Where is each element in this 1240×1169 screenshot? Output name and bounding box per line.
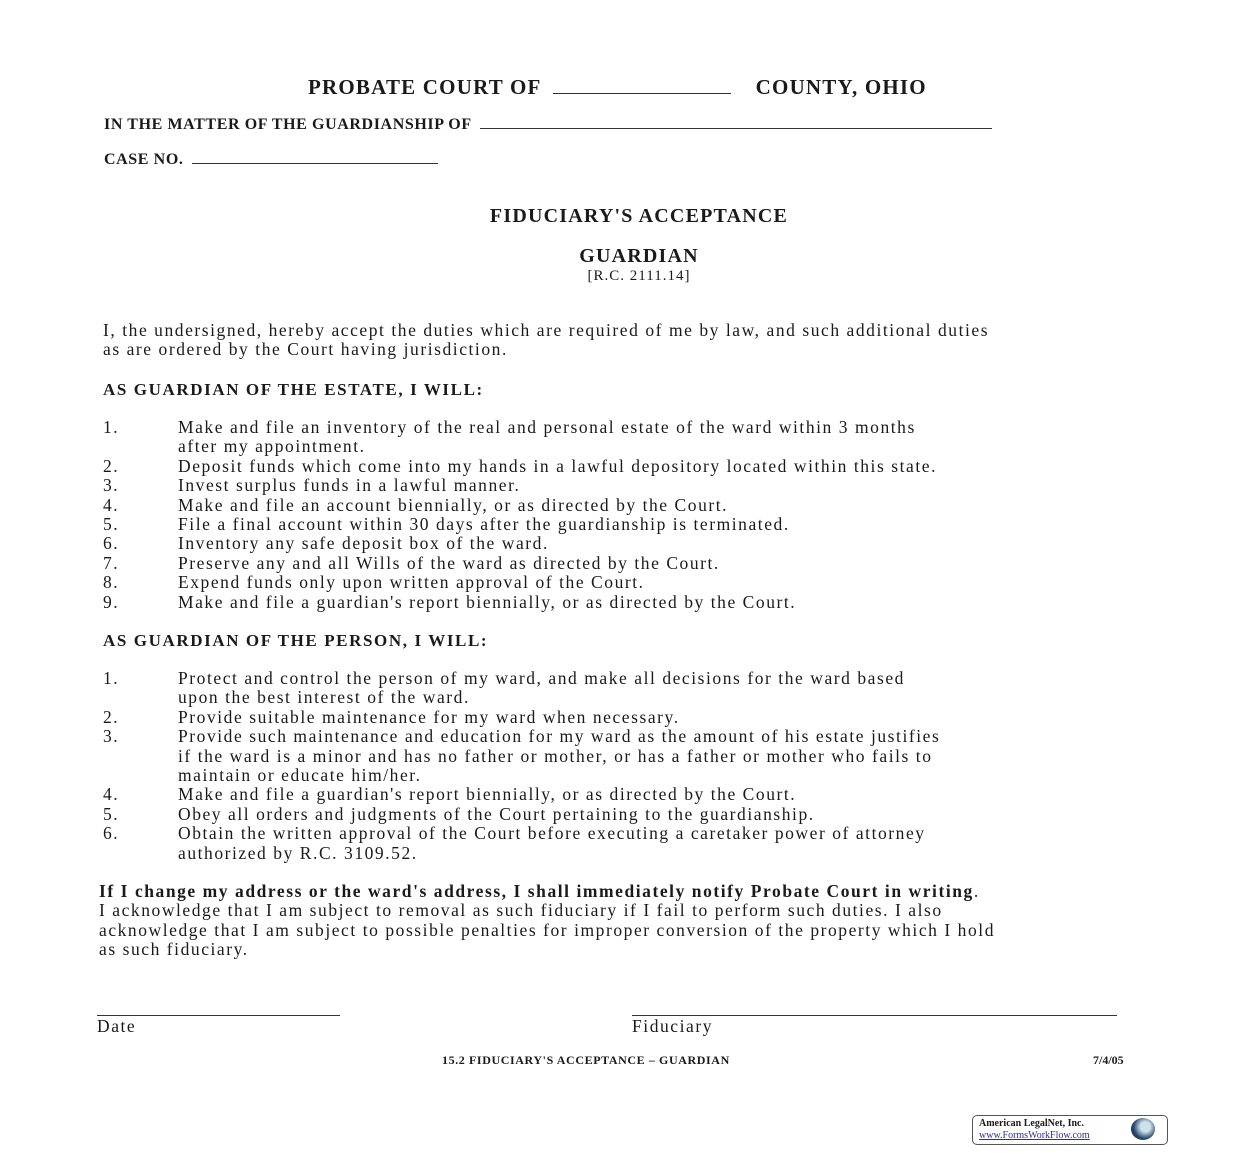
item-number: 1. <box>103 668 120 688</box>
estate-list <box>103 418 937 612</box>
item-text: Inventory any safe deposit box of the ward. <box>178 533 549 554</box>
logo-company: American LegalNet, Inc. <box>979 1118 1084 1129</box>
globe-icon <box>1131 1118 1155 1140</box>
closing-line: acknowledge that I am subject to possible penalties for improper conversion of the property which I hold <box>99 919 995 940</box>
list-item <box>103 418 937 457</box>
footer-date: 7/4/05 <box>1093 1053 1124 1067</box>
matter-label: IN THE MATTER OF THE GUARDIANSHIP OF <box>104 116 472 133</box>
item-text: after my appointment. <box>178 436 366 457</box>
statute-reference: [R.C. 2111.14] <box>587 268 691 284</box>
item-number: 4. <box>103 494 120 515</box>
logo-url[interactable]: www.FormsWorkFlow.com <box>979 1130 1090 1141</box>
item-text: if the ward is a minor and has no father or mother, or has a father or mother who fails to <box>178 745 933 766</box>
list-item <box>103 785 940 804</box>
item-text: Provide such maintenance and education for my ward as the amount of his estate justifies <box>178 726 941 747</box>
court-suffix: COUNTY, OHIO <box>755 75 927 99</box>
item-text: Protect and control the person of my ward, and make all decisions for the ward based <box>178 668 905 688</box>
fiduciary-label: Fiduciary <box>632 1016 714 1036</box>
list-item <box>103 515 937 534</box>
person-list <box>103 669 940 863</box>
list-item <box>103 534 937 553</box>
case-number-line <box>104 151 438 169</box>
list-item <box>103 708 940 727</box>
list-item <box>103 727 940 785</box>
form-subtitle: GUARDIAN <box>579 245 699 267</box>
list-item <box>103 476 937 495</box>
item-number: 9. <box>103 591 120 612</box>
item-number: 1. <box>103 417 120 437</box>
item-number: 5. <box>103 803 120 824</box>
intro-line: as are ordered by the Court having jurisdiction. <box>103 339 508 360</box>
item-text: File a final account within 30 days after the guardianship is terminated. <box>178 514 790 535</box>
item-text: Deposit funds which come into my hands in a lawful depository located within this state. <box>178 455 937 476</box>
item-text: Preserve any and all Wills of the ward as directed by the Court. <box>178 552 720 573</box>
item-text: Obey all orders and judgments of the Court pertaining to the guardianship. <box>178 803 815 824</box>
item-text: Make and file an inventory of the real and personal estate of the ward within 3 months <box>178 417 916 437</box>
item-number: 3. <box>103 726 120 747</box>
case-no-blank <box>192 163 438 164</box>
item-number: 8. <box>103 572 120 593</box>
american-legalnet-logo[interactable] <box>972 1115 1168 1145</box>
case-no-label: CASE NO. <box>104 151 184 168</box>
item-number: 6. <box>103 533 120 554</box>
item-text: Expend funds only upon written approval of the Court. <box>178 572 645 593</box>
list-item <box>103 554 937 573</box>
ward-name-blank <box>480 128 992 129</box>
list-item <box>103 593 937 612</box>
court-prefix: PROBATE COURT OF <box>308 75 541 99</box>
guardianship-line <box>104 116 992 134</box>
item-text: Invest surplus funds in a lawful manner. <box>178 475 521 496</box>
list-item <box>103 457 937 476</box>
list-item <box>103 669 940 708</box>
item-text: Make and file a guardian's report biennially, or as directed by the Court. <box>178 591 797 612</box>
item-number: 4. <box>103 784 120 805</box>
item-text: upon the best interest of the ward. <box>178 687 470 708</box>
county-blank <box>553 93 731 94</box>
court-header <box>308 75 927 100</box>
item-text: Make and file an account biennially, or as directed by the Court. <box>178 494 729 515</box>
estate-heading: AS GUARDIAN OF THE ESTATE, I WILL: <box>103 380 484 399</box>
footer-form-title: 15.2 FIDUCIARY'S ACCEPTANCE – GUARDIAN <box>442 1053 730 1067</box>
item-text: maintain or educate him/her. <box>178 765 422 786</box>
list-item <box>103 805 940 824</box>
item-text: authorized by R.C. 3109.52. <box>178 842 418 863</box>
form-title: FIDUCIARY'S ACCEPTANCE <box>489 205 789 227</box>
item-number: 5. <box>103 514 120 535</box>
intro-line: I, the undersigned, hereby accept the duties which are required of me by law, and such additional duties <box>103 320 990 340</box>
closing-line: I acknowledge that I am subject to removal as such fiduciary if I fail to perform such duties. I also <box>99 900 943 921</box>
item-number: 2. <box>103 706 120 727</box>
item-number: 6. <box>103 823 120 844</box>
person-heading: AS GUARDIAN OF THE PERSON, I WILL: <box>103 631 489 650</box>
date-label: Date <box>97 1016 137 1036</box>
item-text: Make and file a guardian's report biennially, or as directed by the Court. <box>178 784 797 805</box>
address-notice: If I change my address or the ward's address, I shall immediately notify Probate Court in writing <box>99 881 974 901</box>
list-item <box>103 824 940 863</box>
closing-paragraph: If I change my address or the ward's address, I shall immediately notify Probate Court in writing. I acknowledge that I am subject to removal as such fiduciary if I fail to perform such duties. I also acknowledge that I am subject to possible penalties for improper conversion of the property which I hold as such fiduciary. <box>99 881 995 960</box>
item-number: 2. <box>103 455 120 476</box>
item-text: Obtain the written approval of the Court before executing a caretaker power of attorney <box>178 823 926 844</box>
intro-paragraph <box>103 321 989 360</box>
closing-line: as such fiduciary. <box>99 939 249 960</box>
item-number: 7. <box>103 552 120 573</box>
item-text: Provide suitable maintenance for my ward when necessary. <box>178 706 680 727</box>
item-number: 3. <box>103 475 120 496</box>
list-item <box>103 573 937 592</box>
list-item <box>103 496 937 515</box>
